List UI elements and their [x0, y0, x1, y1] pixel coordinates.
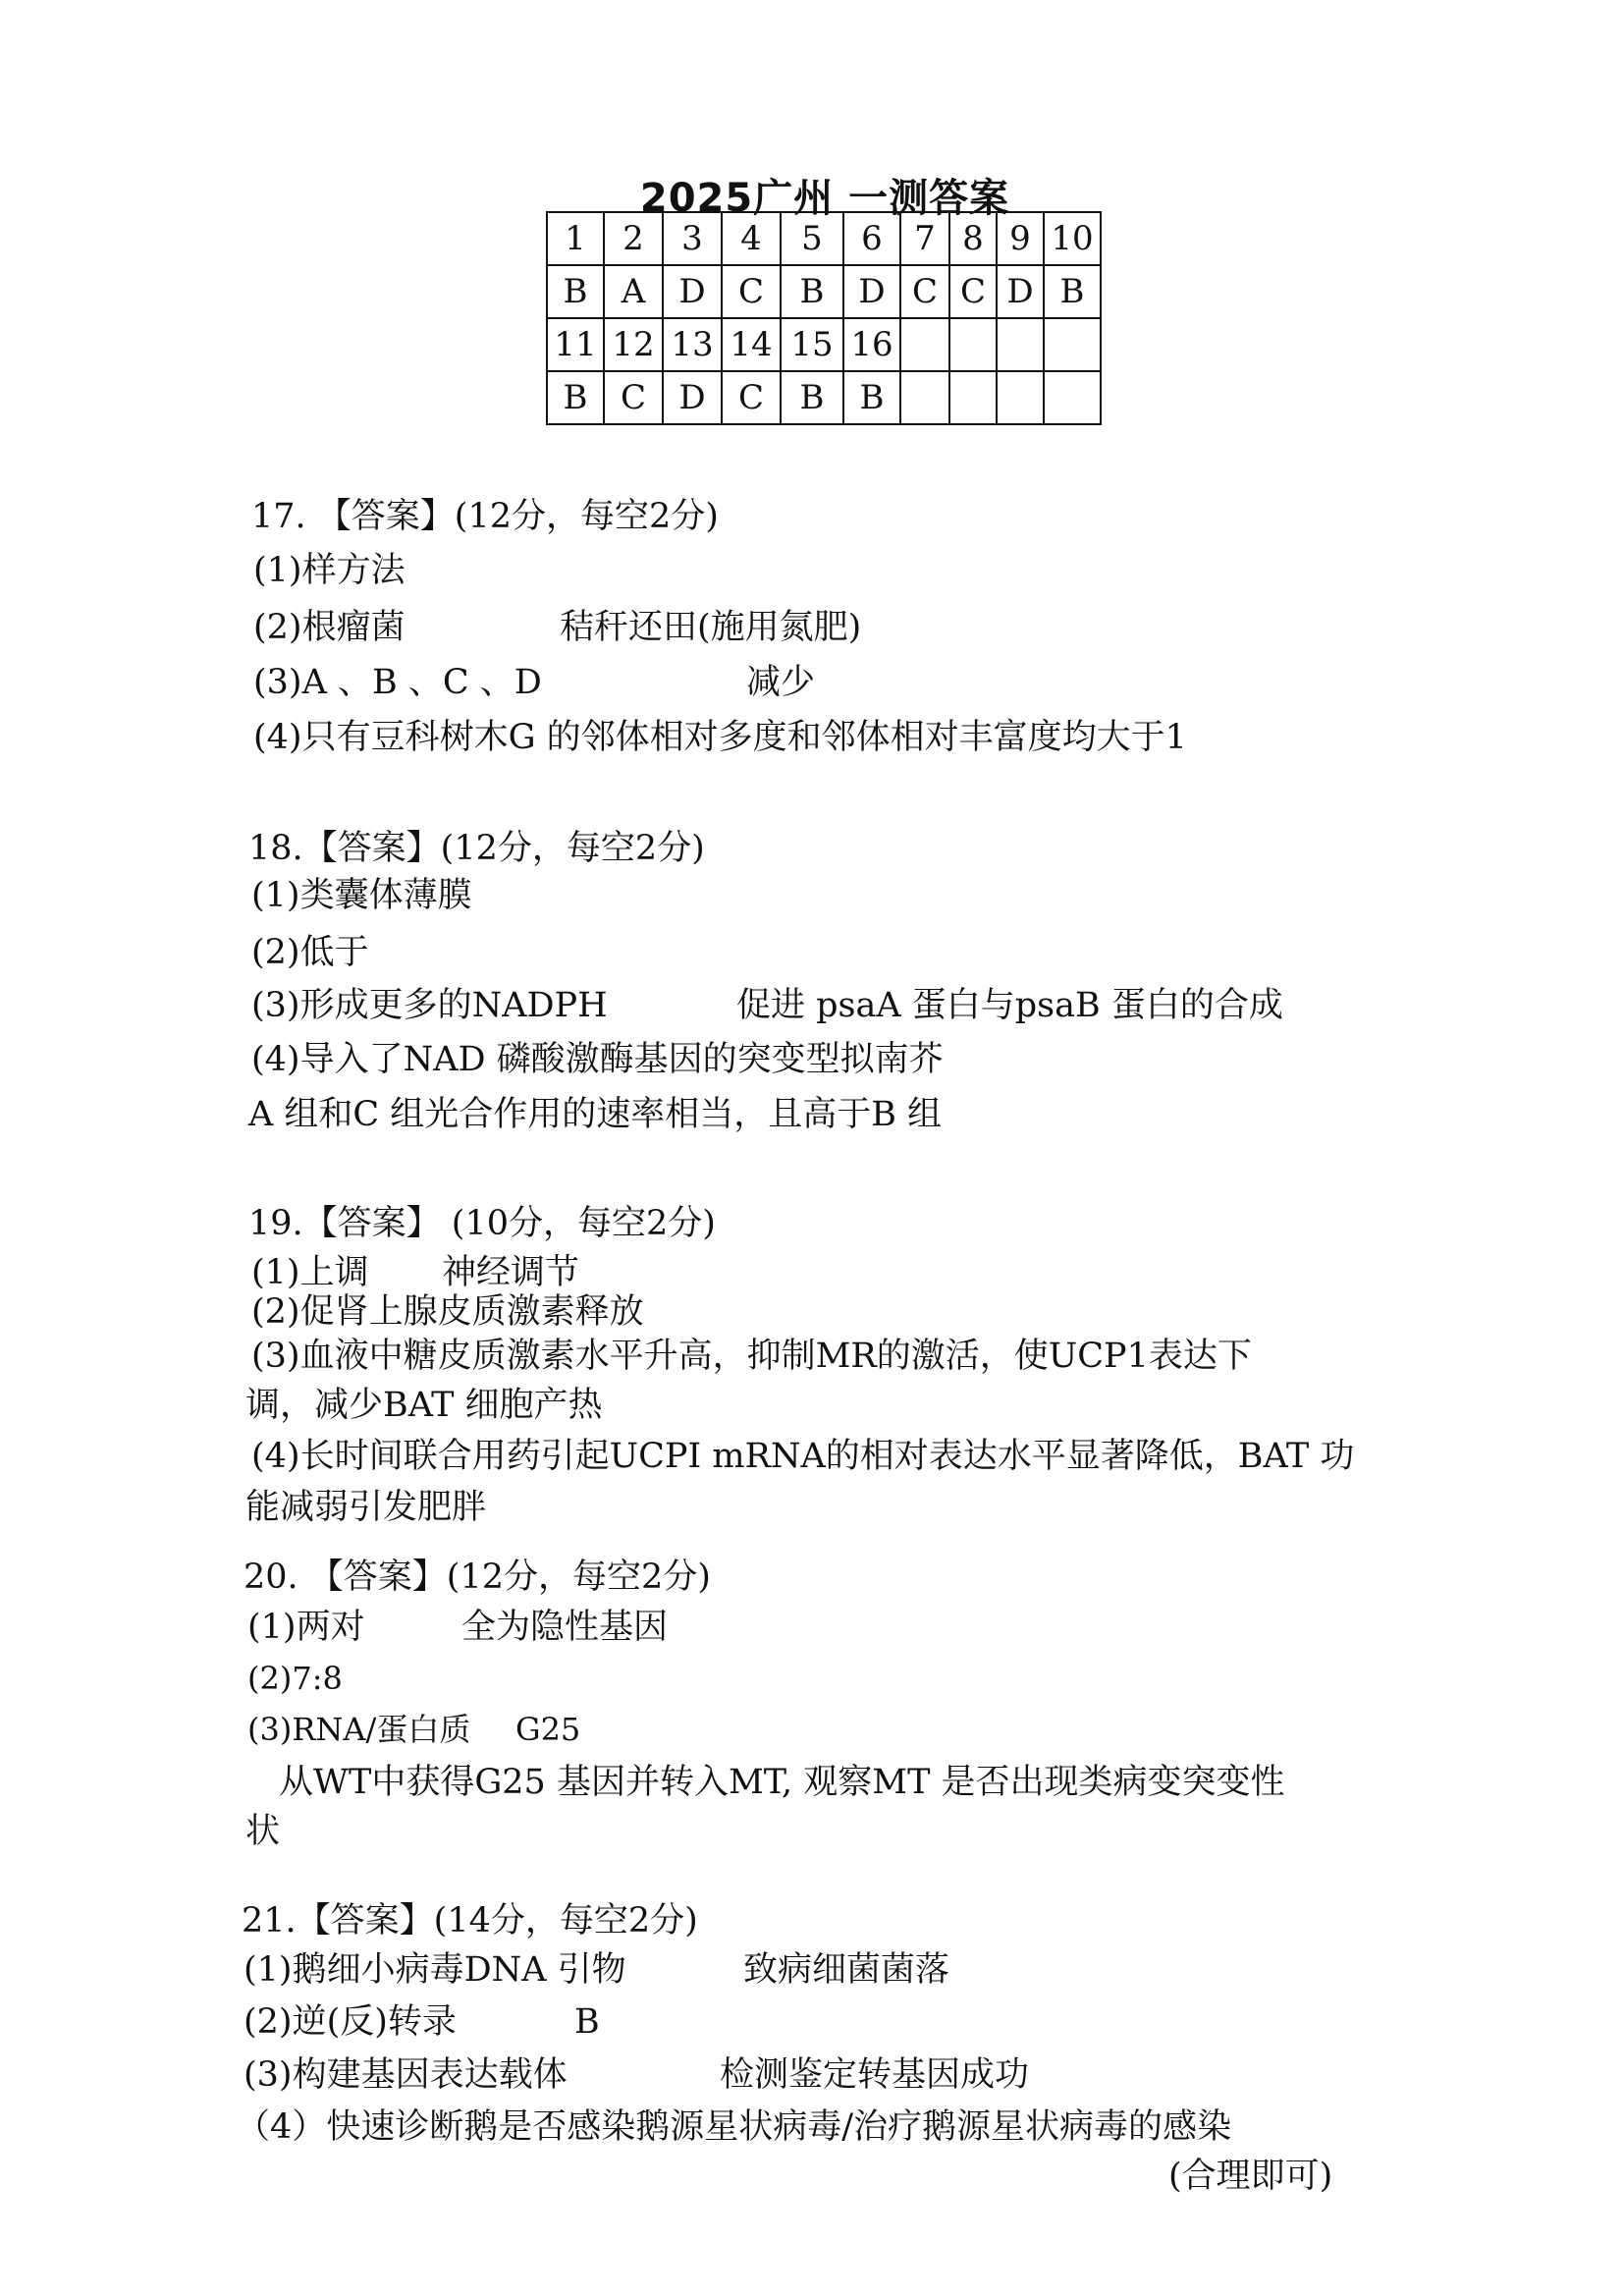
table-cell	[900, 371, 949, 424]
answer-line: A 组和C 组光合作用的速率相当，且高于B 组	[248, 1095, 943, 1134]
answer-line: (1)鹅细小病毒DNA 引物	[243, 1950, 626, 1990]
answer-line: (2)逆(反)转录	[243, 2002, 457, 2042]
table-cell: B	[781, 371, 843, 424]
table-cell: C	[722, 265, 781, 318]
answer-key-row-answers-1	[547, 265, 1101, 318]
table-cell: B	[1044, 265, 1101, 318]
table-cell: 10	[1044, 212, 1101, 265]
table-cell: 15	[781, 318, 843, 371]
table-cell	[1044, 318, 1101, 371]
table-cell: B	[781, 265, 843, 318]
answer-line: 从WT中获得G25 基因并转入MT, 观察MT 是否出现类病变突变性	[279, 1763, 1285, 1802]
answer-line: B	[574, 2002, 600, 2042]
table-cell: 8	[949, 212, 997, 265]
answer-line: 能减弱引发肥胖	[245, 1488, 487, 1527]
answer-key-row-numbers-2	[547, 318, 1101, 371]
answer-line: (2)7:8	[247, 1660, 343, 1697]
answer-key-row-answers-2	[547, 371, 1101, 424]
answer-key-row-numbers-1	[547, 212, 1101, 265]
table-cell: 1	[547, 212, 604, 265]
table-cell: 9	[997, 212, 1044, 265]
table-cell: B	[547, 371, 604, 424]
answer-line: (3)构建基因表达载体	[243, 2055, 568, 2095]
table-cell	[997, 371, 1044, 424]
section-header: 18.【答案】(12分，每空2分)	[248, 829, 705, 868]
table-cell: 2	[604, 212, 663, 265]
answer-line: (1)类囊体薄膜	[251, 876, 472, 915]
answer-line: (3)A 、B 、C 、D	[253, 663, 542, 702]
table-cell	[1044, 371, 1101, 424]
answer-line: (1)上调	[251, 1253, 369, 1292]
answer-line: 调，减少BAT 细胞产热	[245, 1386, 603, 1425]
answer-line: 减少	[746, 663, 816, 702]
table-cell	[997, 318, 1044, 371]
table-cell: 7	[900, 212, 949, 265]
section-header: 17. 【答案】(12分，每空2分)	[251, 497, 719, 536]
table-cell: 3	[663, 212, 722, 265]
answer-line: 秸秆还田(施用氮肥)	[560, 608, 862, 647]
answer-line: 神经调节	[442, 1253, 580, 1292]
table-cell: C	[949, 265, 997, 318]
answer-line: (2)根瘤菌	[253, 608, 406, 647]
table-cell	[900, 318, 949, 371]
answer-line: （4）快速诊断鹅是否感染鹅源星状病毒/治疗鹅源星状病毒的感染	[236, 2107, 1232, 2147]
answer-key-table	[546, 211, 1102, 425]
answer-line: G25	[515, 1711, 581, 1748]
answer-note: (合理即可)	[1168, 2157, 1333, 2196]
answer-line: (1)样方法	[253, 551, 406, 590]
answer-line: (3)RNA/蛋白质	[247, 1711, 471, 1748]
table-cell	[949, 371, 997, 424]
table-cell: C	[900, 265, 949, 318]
table-cell: D	[663, 265, 722, 318]
table-cell: 12	[604, 318, 663, 371]
answer-line: 检测鉴定转基因成功	[720, 2055, 1030, 2095]
table-cell: 4	[722, 212, 781, 265]
table-cell: 14	[722, 318, 781, 371]
table-cell: D	[843, 265, 900, 318]
section-header: 21.【答案】(14分，每空2分)	[242, 1901, 698, 1941]
section-header: 20. 【答案】(12分，每空2分)	[243, 1558, 711, 1597]
table-cell: B	[547, 265, 604, 318]
table-cell: 6	[843, 212, 900, 265]
answer-line: (1)两对	[247, 1608, 365, 1647]
table-cell: A	[604, 265, 663, 318]
page-title: 2025广州 一测答案	[639, 176, 1010, 221]
answer-line: (4)导入了NAD 磷酸激酶基因的突变型拟南芥	[251, 1040, 944, 1079]
answer-line: 致病细菌菌落	[743, 1950, 950, 1990]
table-cell: C	[722, 371, 781, 424]
table-cell: B	[843, 371, 900, 424]
table-cell: 16	[843, 318, 900, 371]
answer-line: 状	[245, 1812, 281, 1851]
table-cell: D	[997, 265, 1044, 318]
section-header: 19.【答案】 (10分，每空2分)	[248, 1204, 716, 1243]
answer-line: (3)血液中糖皮质激素水平升高，抑制MR的激活，使UCP1表达下	[251, 1337, 1252, 1376]
table-cell: C	[604, 371, 663, 424]
answer-line: 促进 psaA 蛋白与psaB 蛋白的合成	[736, 986, 1283, 1025]
table-cell: D	[663, 371, 722, 424]
answer-line: (2)促肾上腺皮质激素释放	[251, 1292, 644, 1332]
table-cell	[949, 318, 997, 371]
answer-line: (2)低于	[251, 933, 369, 972]
answer-line: (4)长时间联合用药引起UCPI mRNA的相对表达水平显著降低，BAT 功	[251, 1437, 1355, 1476]
answer-line: 全为隐性基因	[461, 1608, 669, 1647]
table-cell: 13	[663, 318, 722, 371]
table-cell: 11	[547, 318, 604, 371]
table-cell: 5	[781, 212, 843, 265]
answer-line: (4)只有豆科树木G 的邻体相对多度和邻体相对丰富度均大于1	[253, 718, 1187, 757]
answer-line: (3)形成更多的NADPH	[251, 986, 608, 1025]
